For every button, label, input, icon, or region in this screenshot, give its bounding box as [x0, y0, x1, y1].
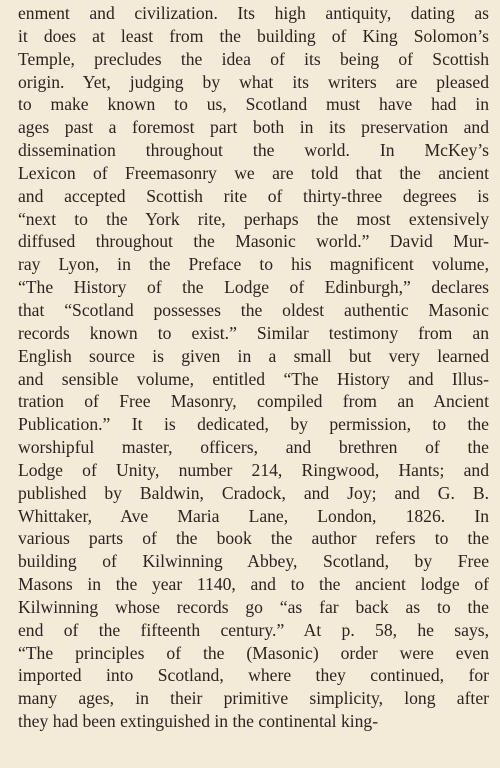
text-line: building of Kilwinning Abbey, Scotland, by Free — [18, 551, 489, 572]
text-line: origin. Yet, judging by what its writers are pleased — [18, 71, 489, 92]
text-line: worshipful master, officers, and brethren of the — [18, 437, 489, 458]
text-line: English source is given in a small but very learned — [18, 345, 489, 366]
text-line: it does at least from the building of King Solomon’s — [18, 25, 489, 46]
text-line: enment and civilization. Its high antiquity, dating as — [18, 3, 489, 23]
text-line: they had been extinguished in the continental king- — [18, 711, 379, 732]
text-line: Lexicon of Freemasonry we are told that the ancient — [18, 162, 489, 183]
text-line: dissemination throughout the world. In McKey’s — [18, 140, 489, 161]
text-line: Publication.” It is dedicated, by permission, to the — [18, 414, 489, 435]
text-line: “The History of the Lodge of Edinburgh,” declares — [18, 277, 489, 298]
text-line: end of the fifteenth century.” At p. 58, he says, — [18, 619, 489, 640]
text-line: Whittaker, Ave Maria Lane, London, 1826. In — [18, 505, 489, 526]
text-line: records known to exist.” Similar testimony from an — [18, 322, 489, 343]
text-line: Kilwinning whose records go “as far back as to the — [18, 596, 489, 617]
text-line: Lodge of Unity, number 214, Ringwood, Hants; and — [18, 459, 489, 480]
text-line: and accepted Scottish rite of thirty-three degrees is — [18, 185, 489, 206]
text-line: Masons in the year 1140, and to the ancient lodge of — [18, 574, 489, 595]
text-line: various parts of the book the author refers to the — [18, 528, 489, 549]
text-line: published by Baldwin, Cradock, and Joy; and G. B. — [18, 482, 489, 503]
text-line: “The principles of the (Masonic) order were even — [18, 642, 489, 663]
text-line: many ages, in their primitive simplicity, long after — [18, 688, 489, 709]
text-line: tration of Free Masonry, compiled from an Ancient — [18, 391, 489, 412]
text-line: ages past a foremost part both in its preservation and — [18, 117, 489, 138]
text-line: “next to the York rite, perhaps the most extensively — [18, 208, 489, 229]
text-line: ray Lyon, in the Preface to his magnificent volume, — [18, 254, 489, 275]
text-line: imported into Scotland, where they continued, for — [18, 665, 489, 686]
text-line: Temple, precludes the idea of its being of Scottish — [18, 48, 489, 69]
text-line: to make known to us, Scotland must have had in — [18, 94, 489, 115]
text-line: that “Scotland possesses the oldest authentic Masonic — [18, 299, 489, 320]
text-line: diffused throughout the Masonic world.” David Mur- — [18, 231, 489, 252]
text-line: and sensible volume, entitled “The History and Illus- — [18, 368, 489, 389]
